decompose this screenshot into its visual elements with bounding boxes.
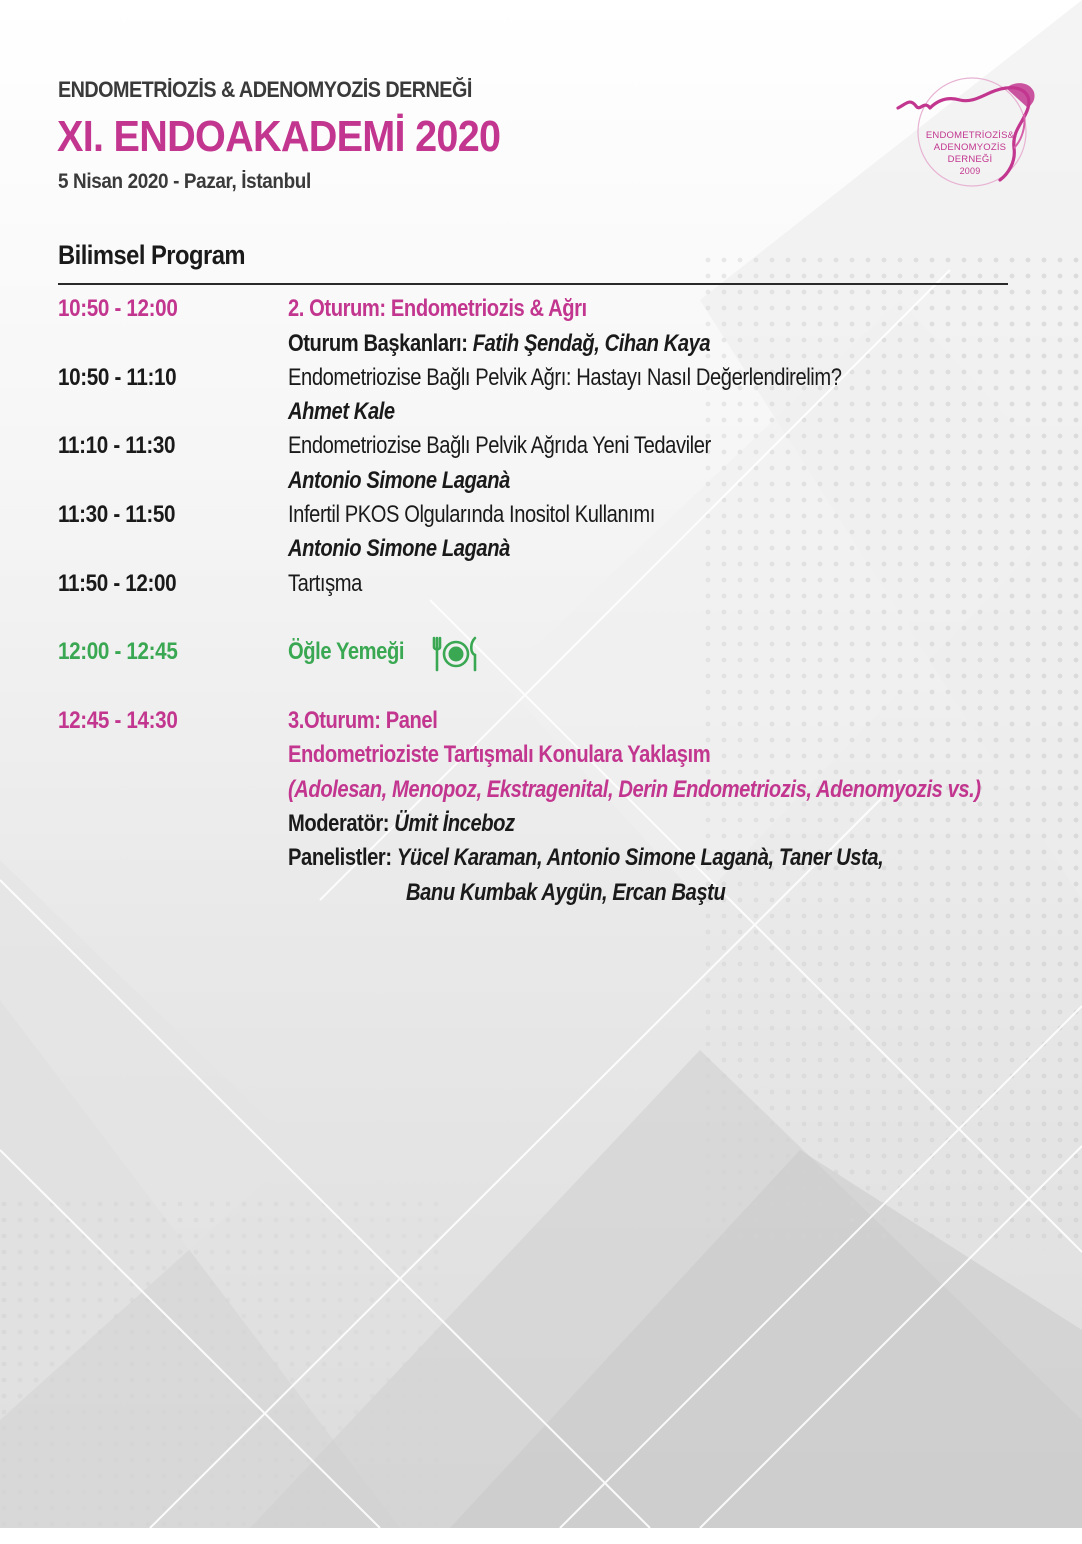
talk-time: 11:50 - 12:00 bbox=[58, 570, 177, 597]
session2-header-row bbox=[0, 295, 1082, 329]
session3-time: 12:45 - 14:30 bbox=[58, 707, 178, 734]
talk-speaker: Antonio Simone Laganà bbox=[288, 535, 510, 562]
section-divider bbox=[58, 283, 1008, 285]
session3-panelists bbox=[288, 844, 883, 872]
talk-time: 11:10 - 11:30 bbox=[58, 432, 176, 459]
session3-topics-row bbox=[0, 776, 1082, 810]
page-bottom-margin bbox=[0, 1528, 1082, 1544]
organization-name: ENDOMETRİOZİS & ADENOMYOZİS DERNEĞİ bbox=[58, 77, 472, 102]
panelists-line2: Banu Kumbak Aygün, Ercan Baştu bbox=[406, 879, 726, 906]
talk-title: Tartışma bbox=[288, 570, 362, 597]
association-logo bbox=[896, 74, 1038, 188]
talk-speaker: Ahmet Kale bbox=[288, 398, 395, 425]
talk-row bbox=[0, 501, 1082, 535]
lunch-time: 12:00 - 12:45 bbox=[58, 638, 178, 665]
chairs-label: Oturum Başkanları: bbox=[288, 330, 468, 357]
talk-title: Endometriozise Bağlı Pelvik Ağrıda Yeni Tedaviler bbox=[288, 432, 711, 459]
logo-text-line3: DERNEĞİ bbox=[947, 154, 993, 165]
session2-time: 10:50 - 12:00 bbox=[58, 295, 178, 322]
talk-speaker-row bbox=[0, 467, 1082, 501]
panelists-label: Panelistler: bbox=[288, 844, 392, 871]
talk-row bbox=[0, 432, 1082, 466]
session2-title: 2. Oturum: Endometriozis & Ağrı bbox=[288, 295, 587, 322]
session3-topics: (Adolesan, Menopoz, Ekstragenital, Derin Endometriozis, Adenomyozis vs.) bbox=[288, 776, 981, 803]
logo-year: 2009 bbox=[959, 166, 981, 176]
talk-speaker: Antonio Simone Laganà bbox=[288, 467, 510, 494]
logo-text-line2: ADENOMYOZİS bbox=[933, 142, 1007, 153]
section-title: Bilimsel Program bbox=[58, 240, 245, 270]
logo-text-line1: ENDOMETRİOZİS& bbox=[925, 130, 1015, 141]
session3-moderator-row bbox=[0, 810, 1082, 844]
session3-header-row bbox=[0, 707, 1082, 741]
moderator-name: Ümit İnceboz bbox=[394, 810, 515, 837]
talk-title: Infertil PKOS Olgularında Inositol Kullanımı bbox=[288, 501, 655, 528]
session2-chairs-row bbox=[0, 330, 1082, 364]
plate-fork-knife-icon bbox=[432, 635, 480, 673]
lunch-label: Öğle Yemeği bbox=[288, 638, 405, 665]
talk-speaker-row bbox=[0, 398, 1082, 432]
talk-title: Endometriozise Bağlı Pelvik Ağrı: Hastayı Nasıl Değerlendirelim? bbox=[288, 364, 842, 391]
session3-moderator bbox=[288, 810, 515, 838]
session3-title: 3.Oturum: Panel bbox=[288, 707, 438, 734]
session3-subtitle-row bbox=[0, 741, 1082, 775]
moderator-label: Moderatör: bbox=[288, 810, 390, 837]
talk-time: 11:30 - 11:50 bbox=[58, 501, 176, 528]
session3-panelists-row bbox=[0, 844, 1082, 878]
chairs-names: Fatih Şendağ, Cihan Kaya bbox=[472, 330, 711, 357]
session3-panelists-row-2 bbox=[0, 879, 1082, 913]
talk-row bbox=[0, 364, 1082, 398]
talk-speaker-row bbox=[0, 535, 1082, 569]
talk-row bbox=[0, 570, 1082, 604]
event-date-location: 5 Nisan 2020 - Pazar, İstanbul bbox=[58, 170, 311, 193]
session3-subtitle: Endometrioziste Tartışmalı Konulara Yaklaşım bbox=[288, 741, 711, 768]
talk-time: 10:50 - 11:10 bbox=[58, 364, 177, 391]
panelists-line1: Yücel Karaman, Antonio Simone Laganà, Taner Usta, bbox=[396, 844, 884, 871]
lunch-row bbox=[0, 638, 1082, 672]
event-title: XI. ENDOAKADEMİ 2020 bbox=[57, 112, 501, 161]
session2-chairs bbox=[288, 330, 710, 358]
